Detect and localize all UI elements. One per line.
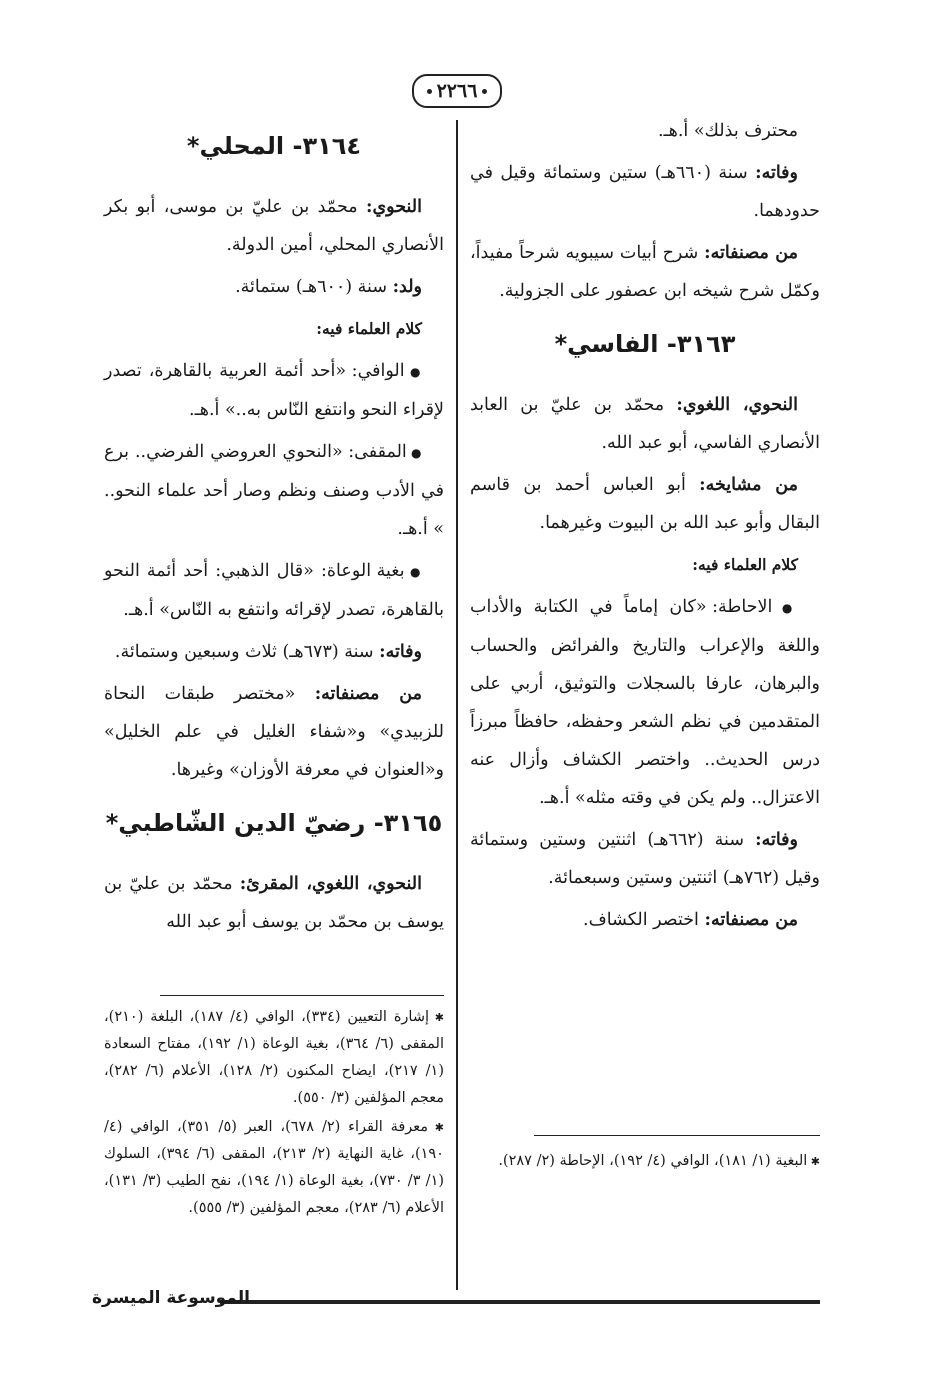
footer-title: الموسوعة الميسرة <box>92 1288 250 1308</box>
body-paragraph <box>470 154 820 230</box>
field-label: النحوي، اللغوي: <box>676 395 798 415</box>
page-number: ٢٢٦٦ <box>436 80 478 102</box>
field-text: سنة (٦٦٠هـ) ستين وستمائة وقيل في حدودهما. <box>470 163 820 221</box>
body-paragraph <box>470 901 820 939</box>
entry-heading: ٣١٦٤- المحلي* <box>186 132 362 160</box>
field-label: من مشايخه: <box>699 475 798 495</box>
body-paragraph <box>470 386 820 462</box>
dot-icon <box>482 89 487 94</box>
footnote: ✱ معرفة القراء (٢/ ٦٧٨)، العبر (٥/ ٣٥١)، الوافي (٤/ ١٩٠)، غاية النهاية (٢/ ٢١٣)، المقفى (٦/ ٣٩٤)، السلوك (١/ ٣/ ٧٣٠)، بغية الوعاة (١/ ١٩٤)، نفح الطيب (٣/ ١٣١)، الأعلام (٦/ ٢٨٣)، معجم المؤلفين (٣/ ٥٥٥). <box>104 1114 444 1222</box>
quote-paragraph: ● الوافي: «أحد أئمة العربية بالقاهرة، تصدر لإقراء النحو وانتفع النّاس به..» أ.هـ. <box>104 352 444 429</box>
footnote-rule-right <box>534 1135 820 1136</box>
quote-paragraph: ● المقفى: «النحوي العروضي الفرضي.. برع في الأدب وصنف ونظم وصار أحد علماء النحو.. » أ.هـ. <box>104 433 444 548</box>
body-paragraph <box>104 188 444 264</box>
left-column <box>104 112 444 945</box>
field-label: النحوي، اللغوي، المقرئ: <box>239 874 422 894</box>
field-label: وفاته: <box>755 830 798 850</box>
field-text: محترف بذلك» أ.هـ. <box>657 121 798 141</box>
right-footnotes <box>470 1148 820 1177</box>
body-paragraph <box>470 466 820 542</box>
page-number-badge <box>412 74 502 108</box>
field-text: اختصر الكشاف. <box>583 910 705 930</box>
body-paragraph <box>470 821 820 897</box>
field-label: وفاته: <box>755 163 798 183</box>
field-label: وفاته: <box>379 642 422 662</box>
body-paragraph <box>470 234 820 310</box>
column-divider <box>456 120 458 1290</box>
section-subheading: كلام العلماء فيه: <box>316 319 422 338</box>
field-text: أبو العباس أحمد بن قاسم البقال وأبو عبد الله بن البيوت وغيرهما. <box>470 475 820 533</box>
entry-heading: ٣١٦٣- الفاسي* <box>554 330 736 358</box>
field-text: سنة (٦٠٠هـ) ستمائة. <box>235 277 393 297</box>
footnote: ✱ البغية (١/ ١٨١)، الوافي (٤/ ١٩٢)، الإحاطة (٢/ ٢٨٧). <box>470 1148 820 1175</box>
footnote: ✱ إشارة التعيين (٣٣٤)، الوافي (٤/ ١٨٧)، البلغة (٢١٠)، المقفى (٦/ ٣٦٤)، بغية الوعاة (١/ ١٩٢)، مفتاح السعادة (١/ ٢١٧)، ايضاح المكنون (٢/ ١٢٨)، الأعلام (٦/ ٢٨٢)، معجم المؤلفين (٣/ ٥٥٠). <box>104 1004 444 1112</box>
body-paragraph <box>104 675 444 789</box>
quote-paragraph: ● بغية الوعاة: «قال الذهبي: أحد أئمة النحو بالقاهرة، تصدر لإقرائه وانتفع به النّاس» أ.هـ. <box>104 552 444 629</box>
field-label: النحوي: <box>366 197 422 217</box>
quote-paragraph: ● الاحاطة: «كان إماماً في الكتابة والأداب واللغة والإعراب والتاريخ والفرائض والحساب والبرهان، عارفا بالسجلات والتوثيق، أربي على المتقدمين في نظم الشعر وحفظه، حافظاً مبرزاً درس الحديث.. واختصر الكشاف وأزال عنه الاعتزال.. ولم يكن في وقته مثله» أ.هـ. <box>470 588 820 817</box>
field-text: محمّد بن عليّ بن موسى، أبو بكر الأنصاري المحلي، أمين الدولة. <box>104 197 444 255</box>
field-text: محمّد بن عليّ بن العابد الأنصاري الفاسي، أبو عبد الله. <box>470 395 820 453</box>
field-text: محمّد بن عليّ بن يوسف بن محمّد بن يوسف أبو عبد الله <box>104 874 444 932</box>
section-subheading: كلام العلماء فيه: <box>692 555 798 574</box>
field-label: من مصنفاته: <box>704 243 798 263</box>
left-footnotes <box>104 1004 444 1224</box>
right-column <box>470 112 820 943</box>
entry-heading: ٣١٦٥- رضيّ الدين الشّاطبي* <box>105 809 443 837</box>
field-text: «مختصر طبقات النحاة للزبيدي» و«شفاء الغليل في علم الخليل» و«العنوان في معرفة الأوزان» وغيرها. <box>104 684 444 780</box>
footer-rule <box>220 1300 820 1304</box>
field-label: من مصنفاته: <box>704 910 798 930</box>
field-label: ولد: <box>392 277 422 297</box>
field-label: من مصنفاته: <box>314 684 422 704</box>
body-paragraph <box>470 112 820 150</box>
body-paragraph <box>104 865 444 941</box>
body-paragraph <box>104 633 444 671</box>
body-paragraph <box>104 268 444 306</box>
footnote-rule-left <box>160 995 444 996</box>
field-text: شرح أبيات سيبويه شرحاً مفيداً، وكمّل شرح شيخه ابن عصفور على الجزولية. <box>470 243 820 301</box>
field-text: سنة (٦٧٣هـ) ثلاث وسبعين وستمائة. <box>114 642 380 662</box>
field-text: سنة (٦٦٢هـ) اثنتين وستين وستمائة وقيل (٧٦٢هـ) اثنتين وستين وسبعمائة. <box>470 830 820 888</box>
dot-icon <box>427 89 432 94</box>
